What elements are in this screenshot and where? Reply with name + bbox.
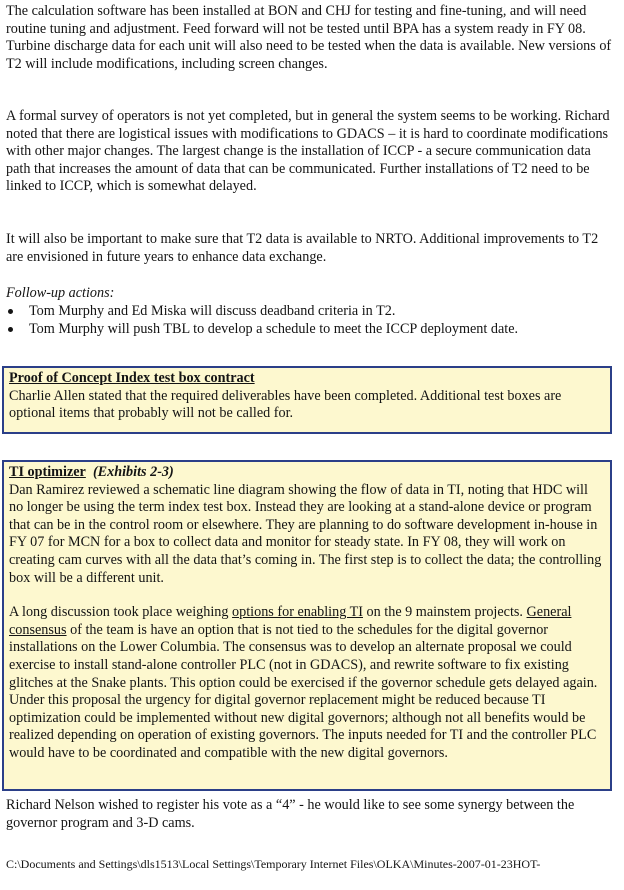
paragraph-calculation-software: The calculation software has been installed at BON and CHJ for testing and fine-tuning, and will need routine tuning and adjustment. Feed forward will not be tested until BPA has a system ready in FY 08. Turbine discharge data for each unit will also need to be tested when the data is available. New versions of T2 will include modifications, including screen changes. — [6, 3, 612, 72]
proof-of-concept-title: Proof of Concept Index test box contract — [9, 370, 255, 386]
followup-list — [6, 303, 612, 338]
proof-of-concept-body: Charlie Allen stated that the required deliverables have been completed. Additional test boxes are optional items that probably will not be called for. — [9, 387, 562, 422]
followup-item: Tom Murphy and Ed Miska will discuss deadband criteria in T2. — [6, 303, 612, 321]
ti-optimizer-paragraph-1: Dan Ramirez reviewed a schematic line diagram showing the flow of data in TI, noting that HDC will no longer be using the term index test box. Instead they are looking at a stand-alone device or program that can be in the control room or elsewhere. They are planning to do software development in-house in FY 07 for MCN for a box to collect data and monitor for steady state. In FY 08, they will work on creating cam curves with all the data that’s coming in. The first step is to collect the data; the controlling box will be a different unit. — [9, 481, 602, 586]
paragraph-richard-nelson-vote: Richard Nelson wished to register his vote as a “4” - he would like to see some synergy between the governor program and 3-D cams. — [6, 797, 575, 831]
proof-of-concept-box — [2, 366, 612, 434]
ti-optimizer-exhibits: (Exhibits 2-3) — [92, 464, 174, 480]
ti-optimizer-box — [2, 460, 612, 791]
general-consensus: General consensus — [9, 604, 572, 638]
followup-heading: Follow-up actions: — [6, 285, 115, 301]
footer-file-path: C:\Documents and Settings\dls1513\Local Settings\Temporary Internet Files\OLKA\Minutes-2007-01-23HOT- — [6, 857, 541, 871]
ti-optimizer-paragraph-2: A long discussion took place weighing options for enabling TI on the 9 mainstem projects. General consensus of the team is have an option that is not tied to the schedules for the digital governor installations on the Lower Columbia. The consensus was to develop an alternate proposal we could exercise to install stand-alone controller PLC (not in GDACS), and rewrite software to fix existing glitches at the Snake plants. This option could be exercised if the governor schedule gets delayed again. Under this proposal the urgency for digital governor replacement might be reduced because TI optimization could be implemented without new digital governors; although not all benefits would be realized depending on operation of existing governors. The inputs needed for TI and the controller PLC would have to be coordinated and compatible with the new digital governors. — [9, 604, 598, 761]
options-for-enabling-ti: options for enabling TI — [232, 604, 363, 621]
ti-optimizer-heading — [9, 464, 605, 482]
paragraph-t2-data: It will also be important to make sure that T2 data is available to NRTO. Additional improvements to T2 are envisioned in future years to enhance data exchange. — [6, 231, 599, 265]
ti-optimizer-title: TI optimizer — [9, 464, 86, 480]
followup-item: Tom Murphy will push TBL to develop a schedule to meet the ICCP deployment date. — [6, 321, 612, 339]
paragraph-operator-survey: A formal survey of operators is not yet completed, but in general the system seems to be working. Richard noted that there are logistical issues with modifications to GDACS – it is hard to coordinate modifications with other major changes. The largest change is the installation of ICCP - a secure communication data path that increases the amount of data that can be communicated. Further installations of T2 need to be linked to ICCP, which is somewhat delayed. — [6, 108, 610, 195]
